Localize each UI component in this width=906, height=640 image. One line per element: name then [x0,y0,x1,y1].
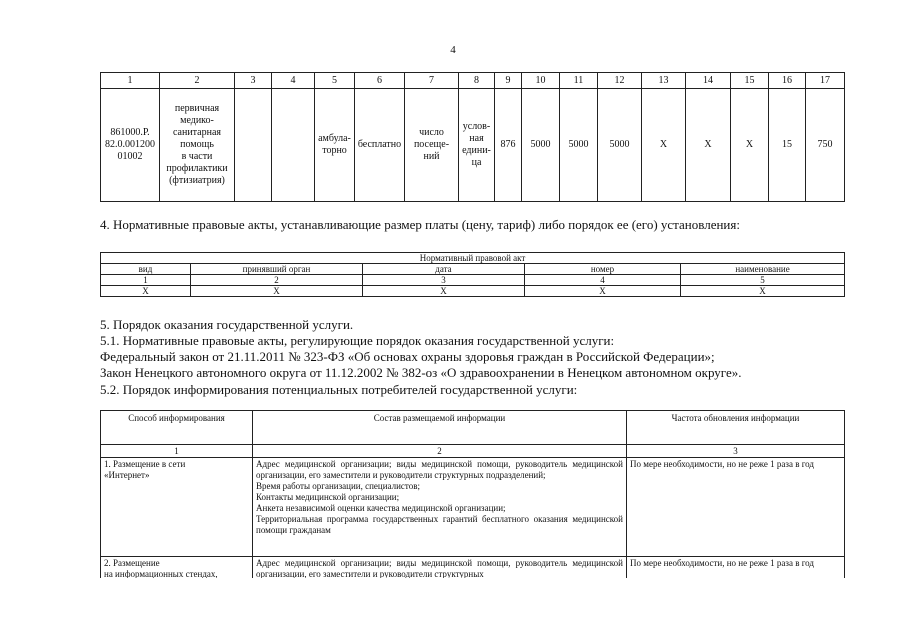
services-table-cell [355,89,405,202]
informing-row-internet [101,458,845,557]
informing-table [100,410,845,578]
page-number: 4 [450,44,456,56]
legal-acts-num: 3 [363,275,525,286]
informing-num: 3 [627,445,845,458]
legal-acts-num: 5 [681,275,845,286]
services-table-cell [495,89,522,202]
informing-method-cell [101,557,253,579]
services-table-col-number: 2 [160,73,235,89]
legal-acts-value: Х [363,286,525,297]
informing-content-line: Адрес медицинской организации; виды медицинской помощи, руководитель медицинской организации, его заместители и руководители структурных [256,558,623,578]
informing-num: 1 [101,445,253,458]
services-table-cell-line: число [419,127,444,138]
services-table-cell [598,89,642,202]
informing-content-line: Время работы организации, специалистов; [256,481,420,491]
services-table-col-number: 12 [598,73,642,89]
services-table-cell [459,89,495,202]
services-table-cell-line: медико- [180,115,214,126]
informing-content-cell [253,557,627,579]
services-table-cell [686,89,731,202]
services-table-cell-line: услов- [462,121,491,132]
services-table-cell-line: амбула- [318,133,351,144]
services-table-cell [806,89,845,202]
informing-content-line: Анкета независимой оценки качества медицинской организации; [256,503,506,513]
section-5-2-heading: 5.2. Порядок информирования потенциальных потребителей государственной услуги: [100,382,578,397]
services-table-col-number: 5 [315,73,355,89]
services-table-cell-line: профилактики [166,163,228,174]
services-table-cell-line: ний [423,151,440,162]
services-table-cell-line: 5000 [609,139,630,150]
services-table-col-number: 9 [495,73,522,89]
services-table-cell-line: 750 [817,139,833,150]
services-table-col-number: 4 [272,73,315,89]
services-table-col-number: 14 [686,73,731,89]
services-table-cell-line: 876 [500,139,516,150]
legal-acts-col-name: наименование [681,264,845,275]
informing-content-line: Контакты медицинской организации; [256,492,400,502]
services-table-col-number: 15 [731,73,769,89]
legal-acts-num: 4 [525,275,681,286]
services-table-col-number: 16 [769,73,806,89]
services-table-cell-line: первичная [174,103,220,114]
services-table-cell [101,89,160,202]
regional-law-line: Закон Ненецкого автономного округа от 11.12.2002 № 382-оз «О здравоохранении в Ненецком автономном округе». [100,365,742,380]
informing-content-line: Территориальная программа государственных гарантий бесплатного оказания медицинской помощи гражданам [256,514,623,535]
informing-method-line: «Интернет» [104,470,150,480]
informing-content-cell [253,458,627,557]
legal-acts-table-title: Нормативный правовой акт [101,253,845,264]
informing-num: 2 [253,445,627,458]
services-table-col-number: 1 [101,73,160,89]
services-table-cell-line: Х [659,139,668,150]
services-table-cell-line: ца [471,157,482,168]
services-table-cell-line: 5000 [568,139,589,150]
legal-acts-col-date: дата [363,264,525,275]
services-table-cell-line: (фтизиатрия) [169,175,225,186]
legal-acts-value: Х [191,286,363,297]
informing-col-content: Состав размещаемой информации [253,411,627,445]
services-table-cell [235,89,272,202]
services-table-cell-line: бесплатно [357,139,402,150]
federal-law-line: Федеральный закон от 21.11.2011 № 323-ФЗ «Об основах охраны здоровья граждан в Российской Федерации»; [100,349,715,364]
services-table-cell-line: Х [704,139,712,150]
legal-acts-col-authority: принявший орган [191,264,363,275]
legal-acts-values-row [101,286,845,297]
legal-acts-value: Х [525,286,681,297]
services-table-header-row [101,73,845,89]
services-table-cell-line: санитарная [172,127,222,138]
informing-col-frequency: Частота обновления информации [627,411,845,445]
legal-acts-num: 1 [101,275,191,286]
services-table-cell-line: посеще- [413,139,450,150]
services-table-cell-line: 15 [782,139,792,150]
services-table-col-number: 17 [806,73,845,89]
legal-acts-value: Х [681,286,845,297]
legal-acts-columns-row [101,264,845,275]
services-table-cell-line: 861000.Р. [110,127,150,138]
legal-acts-col-number: номер [525,264,681,275]
section-5-1-heading: 5.1. Нормативные правовые акты, регулирующие порядок оказания государственной услуги: [100,333,615,348]
informing-table-viewport [100,410,860,578]
services-table-cell [642,89,686,202]
services-table-cell [731,89,769,202]
services-table-col-number: 11 [560,73,598,89]
informing-frequency-cell: По мере необходимости, но не реже 1 раза в год [627,458,845,557]
section-5-heading: 5. Порядок оказания государственной услуги. [100,317,354,332]
services-table-col-number: 10 [522,73,560,89]
services-table-cell [160,89,235,202]
informing-col-method: Способ информирования [101,411,253,445]
services-table-cell-line: торно [322,145,347,156]
legal-acts-numbers-row [101,275,845,286]
services-table-col-number: 8 [459,73,495,89]
services-table-cell-line: ная [469,133,484,144]
informing-method-line: на информационных стендах, [104,569,218,578]
services-table-row [101,89,845,202]
services-table-cell-line: 01002 [117,151,143,162]
services-table-cell [560,89,598,202]
informing-table-header-row [101,411,845,445]
informing-content-line: Адрес медицинской организации; виды медицинской помощи, руководитель медицинской организации, его заместители и руководители структурных подразделений; [256,459,623,480]
legal-acts-table [100,252,845,297]
services-table-col-number: 3 [235,73,272,89]
services-table-cell [315,89,355,202]
services-table-cell [405,89,459,202]
services-table-cell [522,89,560,202]
informing-method-line: 2. Размещение [104,558,160,568]
services-table [100,72,845,202]
informing-frequency-cell: По мере необходимости, но не реже 1 раза в год [627,557,845,579]
services-table-cell-line: помощь [180,139,214,150]
services-table-cell-line: Х [745,139,754,150]
services-table-cell-line: едини- [462,145,491,156]
informing-method-cell [101,458,253,557]
section-4-heading: 4. Нормативные правовые акты, устанавливающие размер платы (цену, тариф) либо порядок ее (его) установления: [100,217,740,232]
services-table-col-number: 6 [355,73,405,89]
services-table-cell-line: 82.0.001200 [105,139,155,150]
services-table-cell [272,89,315,202]
legal-acts-num: 2 [191,275,363,286]
services-table-cell-line: в части [181,151,213,162]
legal-acts-value: Х [101,286,191,297]
legal-acts-col-type: вид [101,264,191,275]
informing-row-stands [101,557,845,579]
services-table-cell-line: 5000 [530,139,551,150]
services-table-cell [769,89,806,202]
informing-method-line: 1. Размещение в сети [104,459,186,469]
services-table-col-number: 7 [405,73,459,89]
informing-table-numbers-row [101,445,845,458]
services-table-col-number: 13 [642,73,686,89]
